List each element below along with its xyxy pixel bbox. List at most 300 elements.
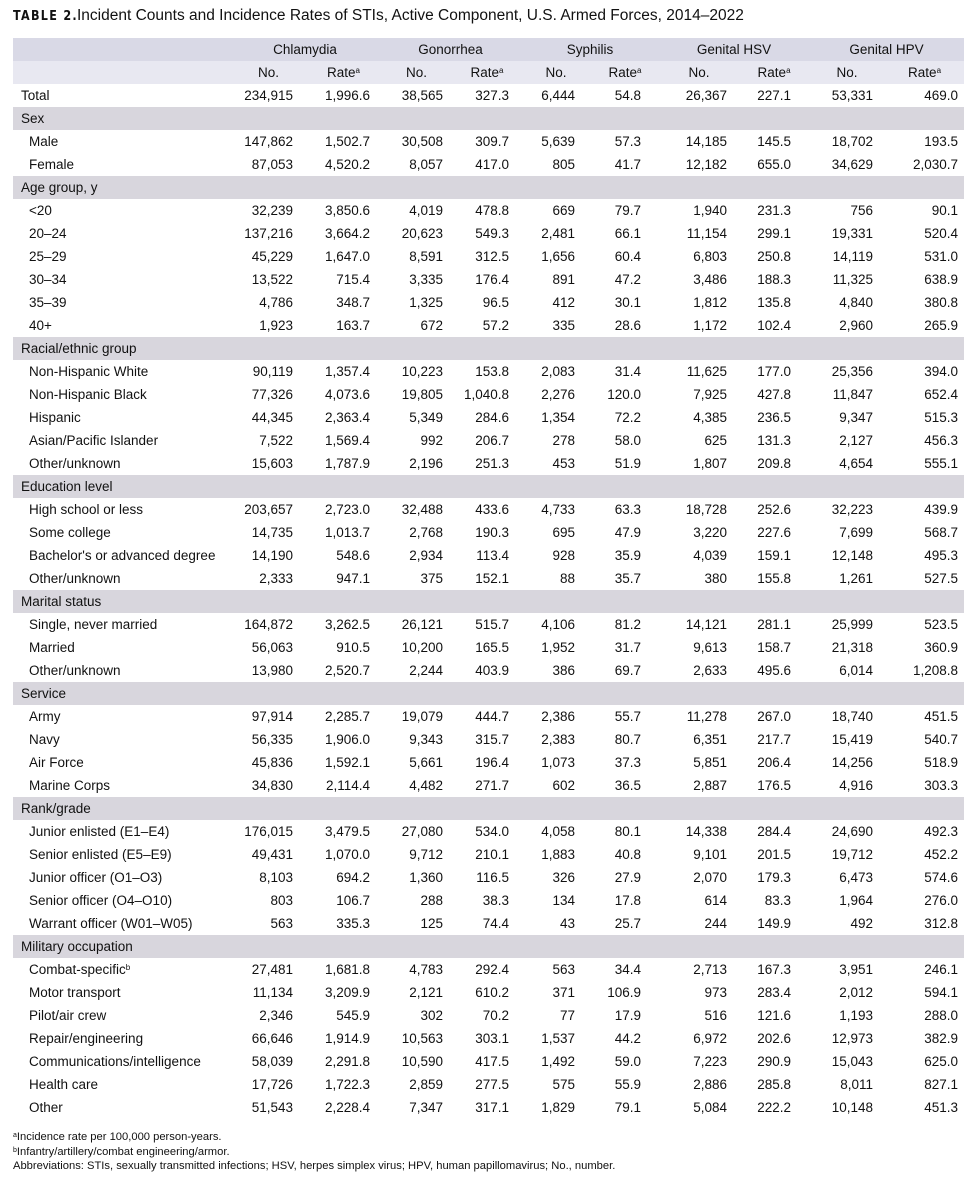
count-cell: 9,347 (809, 406, 885, 429)
rate-cell: 81.2 (591, 613, 659, 636)
rate-cell: 131.3 (739, 429, 809, 452)
rate-cell: 348.7 (307, 291, 380, 314)
table-row (13, 567, 964, 590)
table-row (13, 314, 964, 337)
rate-cell: 283.4 (739, 981, 809, 1004)
rate-cell: 153.8 (453, 360, 521, 383)
row-label-text: Non-Hispanic Black (29, 387, 147, 402)
rate-cell: 299.1 (739, 222, 809, 245)
count-cell: 1,325 (380, 291, 453, 314)
row-label (13, 199, 230, 222)
table-row (13, 429, 964, 452)
rate-header-label: Rate (908, 65, 937, 80)
table-row (13, 1004, 964, 1027)
table-row (13, 199, 964, 222)
footnote-marker: a (637, 66, 642, 75)
table-row (13, 268, 964, 291)
row-label (13, 383, 230, 406)
count-cell: 87,053 (230, 153, 307, 176)
rate-cell: 51.9 (591, 452, 659, 475)
footnote-marker: a (936, 66, 942, 75)
count-cell: 137,216 (230, 222, 307, 245)
rate-cell: 90.1 (885, 199, 964, 222)
count-cell: 5,084 (659, 1096, 739, 1119)
rate-header-label: Rate (470, 65, 500, 80)
count-cell: 1,360 (380, 866, 453, 889)
footnote-marker: a (13, 1132, 17, 1139)
rate-cell: 4,073.6 (307, 383, 380, 406)
count-cell: 2,633 (659, 659, 739, 682)
category-label: Sex (13, 107, 964, 130)
rate-cell: 290.9 (739, 1050, 809, 1073)
count-cell: 88 (521, 567, 591, 590)
footnote (13, 1130, 615, 1145)
rate-cell: 38.3 (453, 889, 521, 912)
row-label-text: Senior enlisted (E5–E9) (29, 847, 172, 862)
category-row (13, 797, 964, 820)
rate-cell: 451.5 (885, 705, 964, 728)
count-cell: 11,847 (809, 383, 885, 406)
row-label (13, 912, 230, 935)
rate-cell: 155.8 (739, 567, 809, 590)
rate-cell: 80.1 (591, 820, 659, 843)
rate-cell: 1,502.7 (307, 130, 380, 153)
rate-cell: 41.7 (591, 153, 659, 176)
rate-cell: 2,520.7 (307, 659, 380, 682)
count-cell: 1,807 (659, 452, 739, 475)
count-cell: 9,712 (380, 843, 453, 866)
rate-cell: 335.3 (307, 912, 380, 935)
rate-cell: 79.7 (591, 199, 659, 222)
rate-cell: 236.5 (739, 406, 809, 429)
rate-cell: 3,664.2 (307, 222, 380, 245)
rate-cell: 694.2 (307, 866, 380, 889)
rate-cell: 417.0 (453, 153, 521, 176)
count-cell: 4,039 (659, 544, 739, 567)
count-cell: 3,220 (659, 521, 739, 544)
count-cell: 234,915 (230, 84, 307, 107)
footnotes (13, 1130, 615, 1174)
rate-cell: 190.3 (453, 521, 521, 544)
rate-cell: 288.0 (885, 1004, 964, 1027)
rate-cell: 27.9 (591, 866, 659, 889)
rate-cell: 35.9 (591, 544, 659, 567)
row-label (13, 728, 230, 751)
count-cell: 56,063 (230, 636, 307, 659)
count-cell: 18,702 (809, 130, 885, 153)
rate-cell: 309.7 (453, 130, 521, 153)
count-cell: 1,354 (521, 406, 591, 429)
row-label-text: Repair/engineering (29, 1031, 144, 1046)
rate-cell: 594.1 (885, 981, 964, 1004)
rate-cell: 452.2 (885, 843, 964, 866)
rate-cell: 149.9 (739, 912, 809, 935)
row-label (13, 452, 230, 475)
rate-cell: 17.8 (591, 889, 659, 912)
rate-cell: 910.5 (307, 636, 380, 659)
count-cell: 32,239 (230, 199, 307, 222)
rate-cell: 312.5 (453, 245, 521, 268)
rate-cell: 1,208.8 (885, 659, 964, 682)
count-cell: 6,014 (809, 659, 885, 682)
category-row (13, 682, 964, 705)
count-cell: 14,119 (809, 245, 885, 268)
table-row (13, 1096, 964, 1119)
rate-cell: 382.9 (885, 1027, 964, 1050)
rate-cell: 317.1 (453, 1096, 521, 1119)
rate-cell: 57.3 (591, 130, 659, 153)
table-number: TABLE 2. (13, 9, 78, 24)
row-label-text: Pilot/air crew (29, 1008, 107, 1023)
count-cell: 756 (809, 199, 885, 222)
count-cell: 244 (659, 912, 739, 935)
rate-cell: 3,209.9 (307, 981, 380, 1004)
row-label (13, 1096, 230, 1119)
count-cell: 278 (521, 429, 591, 452)
rate-cell: 380.8 (885, 291, 964, 314)
count-cell: 492 (809, 912, 885, 935)
count-cell: 11,325 (809, 268, 885, 291)
row-label-text: Married (29, 640, 75, 655)
count-cell: 15,603 (230, 452, 307, 475)
footnote (13, 1159, 615, 1174)
count-cell: 14,121 (659, 613, 739, 636)
count-cell: 1,537 (521, 1027, 591, 1050)
rate-cell: 478.8 (453, 199, 521, 222)
rate-cell: 159.1 (739, 544, 809, 567)
count-cell: 4,058 (521, 820, 591, 843)
row-label-text: Air Force (29, 755, 84, 770)
table-row (13, 981, 964, 1004)
count-cell: 134 (521, 889, 591, 912)
count-cell: 2,012 (809, 981, 885, 1004)
rate-cell: 2,291.8 (307, 1050, 380, 1073)
rate-cell: 281.1 (739, 613, 809, 636)
rate-cell: 655.0 (739, 153, 809, 176)
rate-cell: 527.5 (885, 567, 964, 590)
row-label-text: Marine Corps (29, 778, 111, 793)
count-cell: 11,134 (230, 981, 307, 1004)
count-cell: 2,713 (659, 958, 739, 981)
rate-cell: 548.6 (307, 544, 380, 567)
row-label-text: Other/unknown (29, 456, 121, 471)
count-cell: 302 (380, 1004, 453, 1027)
count-cell: 10,148 (809, 1096, 885, 1119)
row-label (13, 268, 230, 291)
footnote-marker: b (13, 1146, 17, 1154)
rate-cell: 2,723.0 (307, 498, 380, 521)
rate-cell: 47.2 (591, 268, 659, 291)
count-cell: 2,276 (521, 383, 591, 406)
table-row (13, 245, 964, 268)
rate-cell: 79.1 (591, 1096, 659, 1119)
table-row (13, 958, 964, 981)
rate-header (453, 61, 521, 84)
count-cell: 77 (521, 1004, 591, 1027)
rate-cell: 246.1 (885, 958, 964, 981)
count-cell: 10,223 (380, 360, 453, 383)
row-label: Total (13, 84, 230, 107)
count-cell: 1,940 (659, 199, 739, 222)
count-cell: 891 (521, 268, 591, 291)
rate-cell: 40.8 (591, 843, 659, 866)
count-cell: 1,261 (809, 567, 885, 590)
category-label: Marital status (13, 590, 964, 613)
rate-cell: 1,070.0 (307, 843, 380, 866)
rate-cell: 3,479.5 (307, 820, 380, 843)
table-row (13, 1050, 964, 1073)
rate-cell: 72.2 (591, 406, 659, 429)
rate-cell: 545.9 (307, 1004, 380, 1027)
rate-cell: 531.0 (885, 245, 964, 268)
rate-cell: 102.4 (739, 314, 809, 337)
rate-cell: 2,285.7 (307, 705, 380, 728)
table-row (13, 498, 964, 521)
count-cell: 2,886 (659, 1073, 739, 1096)
count-cell: 4,733 (521, 498, 591, 521)
row-label (13, 567, 230, 590)
rate-cell: 417.5 (453, 1050, 521, 1073)
row-label (13, 130, 230, 153)
rate-cell: 116.5 (453, 866, 521, 889)
count-cell: 2,070 (659, 866, 739, 889)
rate-cell: 451.3 (885, 1096, 964, 1119)
count-cell: 4,482 (380, 774, 453, 797)
table-row (13, 383, 964, 406)
rate-cell: 652.4 (885, 383, 964, 406)
row-label (13, 613, 230, 636)
count-cell: 5,349 (380, 406, 453, 429)
rate-header-label: Rate (327, 65, 356, 80)
count-cell: 176,015 (230, 820, 307, 843)
count-cell: 575 (521, 1073, 591, 1096)
count-cell: 45,836 (230, 751, 307, 774)
footnote-marker: a (786, 66, 791, 75)
count-cell: 2,481 (521, 222, 591, 245)
count-cell: 1,193 (809, 1004, 885, 1027)
sti-table (13, 38, 964, 1119)
row-label (13, 981, 230, 1004)
row-label-text: Navy (29, 732, 60, 747)
row-label-text: 25–29 (29, 249, 67, 264)
count-cell: 164,872 (230, 613, 307, 636)
count-cell: 8,057 (380, 153, 453, 176)
row-label (13, 360, 230, 383)
count-cell: 614 (659, 889, 739, 912)
footnote-marker: b (125, 963, 131, 972)
rate-cell: 495.3 (885, 544, 964, 567)
rate-cell: 327.3 (453, 84, 521, 107)
rate-cell: 518.9 (885, 751, 964, 774)
rate-cell: 158.7 (739, 636, 809, 659)
category-label: Education level (13, 475, 964, 498)
table-row (13, 843, 964, 866)
category-row (13, 107, 964, 130)
rate-cell: 35.7 (591, 567, 659, 590)
count-header: No. (809, 61, 885, 84)
rate-cell: 188.3 (739, 268, 809, 291)
count-cell: 11,154 (659, 222, 739, 245)
rate-cell: 80.7 (591, 728, 659, 751)
count-cell: 19,331 (809, 222, 885, 245)
count-cell: 11,278 (659, 705, 739, 728)
count-cell: 27,080 (380, 820, 453, 843)
rate-cell: 433.6 (453, 498, 521, 521)
rate-cell: 57.2 (453, 314, 521, 337)
row-label (13, 406, 230, 429)
rate-header (307, 61, 380, 84)
count-cell: 4,019 (380, 199, 453, 222)
rate-cell: 495.6 (739, 659, 809, 682)
rate-cell: 715.4 (307, 268, 380, 291)
row-label (13, 820, 230, 843)
rate-cell: 492.3 (885, 820, 964, 843)
count-cell: 6,972 (659, 1027, 739, 1050)
row-label (13, 751, 230, 774)
rate-cell: 152.1 (453, 567, 521, 590)
row-label-text: Some college (29, 525, 111, 540)
count-cell: 2,244 (380, 659, 453, 682)
count-cell: 14,735 (230, 521, 307, 544)
count-header: No. (659, 61, 739, 84)
rate-cell: 625.0 (885, 1050, 964, 1073)
rate-cell: 55.9 (591, 1073, 659, 1096)
row-label (13, 245, 230, 268)
count-cell: 25,999 (809, 613, 885, 636)
rate-cell: 193.5 (885, 130, 964, 153)
count-cell: 2,859 (380, 1073, 453, 1096)
row-label (13, 1073, 230, 1096)
table-row (13, 866, 964, 889)
count-cell: 18,740 (809, 705, 885, 728)
count-cell: 19,712 (809, 843, 885, 866)
rate-cell: 427.8 (739, 383, 809, 406)
count-cell: 326 (521, 866, 591, 889)
count-cell: 20,623 (380, 222, 453, 245)
rate-cell: 2,030.7 (885, 153, 964, 176)
count-cell: 928 (521, 544, 591, 567)
category-label: Age group, y (13, 176, 964, 199)
count-cell: 1,172 (659, 314, 739, 337)
rate-cell: 96.5 (453, 291, 521, 314)
row-label (13, 866, 230, 889)
count-cell: 380 (659, 567, 739, 590)
rate-cell: 227.1 (739, 84, 809, 107)
row-label-text: 35–39 (29, 295, 67, 310)
rate-cell: 303.3 (885, 774, 964, 797)
rate-cell: 69.7 (591, 659, 659, 682)
count-cell: 56,335 (230, 728, 307, 751)
rate-cell: 1,569.4 (307, 429, 380, 452)
count-cell: 3,951 (809, 958, 885, 981)
count-cell: 19,079 (380, 705, 453, 728)
count-cell: 19,805 (380, 383, 453, 406)
rate-cell: 439.9 (885, 498, 964, 521)
disease-header: Genital HPV (809, 38, 964, 61)
count-cell: 563 (230, 912, 307, 935)
rate-cell: 70.2 (453, 1004, 521, 1027)
row-label-text: High school or less (29, 502, 144, 517)
rate-cell: 568.7 (885, 521, 964, 544)
table-row (13, 820, 964, 843)
count-cell: 6,803 (659, 245, 739, 268)
rate-cell: 17.9 (591, 1004, 659, 1027)
count-cell: 66,646 (230, 1027, 307, 1050)
table-row (13, 774, 964, 797)
count-cell: 58,039 (230, 1050, 307, 1073)
category-row (13, 337, 964, 360)
count-cell: 13,980 (230, 659, 307, 682)
count-cell: 1,923 (230, 314, 307, 337)
rate-cell: 54.8 (591, 84, 659, 107)
rate-cell: 540.7 (885, 728, 964, 751)
count-cell: 5,639 (521, 130, 591, 153)
row-label (13, 705, 230, 728)
count-cell: 1,492 (521, 1050, 591, 1073)
count-cell: 672 (380, 314, 453, 337)
rate-cell: 252.6 (739, 498, 809, 521)
rate-cell: 145.5 (739, 130, 809, 153)
rate-cell: 31.4 (591, 360, 659, 383)
count-cell: 34,629 (809, 153, 885, 176)
count-cell: 371 (521, 981, 591, 1004)
rate-cell: 106.7 (307, 889, 380, 912)
count-cell: 2,346 (230, 1004, 307, 1027)
count-cell: 1,812 (659, 291, 739, 314)
rate-cell: 456.3 (885, 429, 964, 452)
row-label (13, 498, 230, 521)
count-cell: 1,883 (521, 843, 591, 866)
rate-cell: 574.6 (885, 866, 964, 889)
rate-cell: 1,681.8 (307, 958, 380, 981)
row-label (13, 222, 230, 245)
row-label-text: Senior officer (O4–O10) (29, 893, 173, 908)
count-cell: 7,347 (380, 1096, 453, 1119)
count-cell: 2,196 (380, 452, 453, 475)
count-cell: 43 (521, 912, 591, 935)
rate-cell: 515.3 (885, 406, 964, 429)
rate-cell: 31.7 (591, 636, 659, 659)
rate-header-label: Rate (608, 65, 638, 80)
rate-cell: 469.0 (885, 84, 964, 107)
count-cell: 1,829 (521, 1096, 591, 1119)
rate-cell: 303.1 (453, 1027, 521, 1050)
row-label-text: 40+ (29, 318, 52, 333)
count-cell: 2,887 (659, 774, 739, 797)
count-cell: 2,121 (380, 981, 453, 1004)
count-cell: 602 (521, 774, 591, 797)
rate-cell: 267.0 (739, 705, 809, 728)
table-row (13, 728, 964, 751)
rate-cell: 827.1 (885, 1073, 964, 1096)
category-row (13, 590, 964, 613)
count-cell: 805 (521, 153, 591, 176)
rate-cell: 222.2 (739, 1096, 809, 1119)
row-label-text: Hispanic (29, 410, 81, 425)
row-label (13, 291, 230, 314)
count-cell: 335 (521, 314, 591, 337)
count-cell: 26,121 (380, 613, 453, 636)
row-label (13, 544, 230, 567)
disease-header-row (13, 38, 964, 61)
rate-cell: 83.3 (739, 889, 809, 912)
table-row (13, 521, 964, 544)
rate-cell: 63.3 (591, 498, 659, 521)
count-cell: 53,331 (809, 84, 885, 107)
rate-cell: 1,906.0 (307, 728, 380, 751)
count-cell: 5,661 (380, 751, 453, 774)
rate-cell: 292.4 (453, 958, 521, 981)
